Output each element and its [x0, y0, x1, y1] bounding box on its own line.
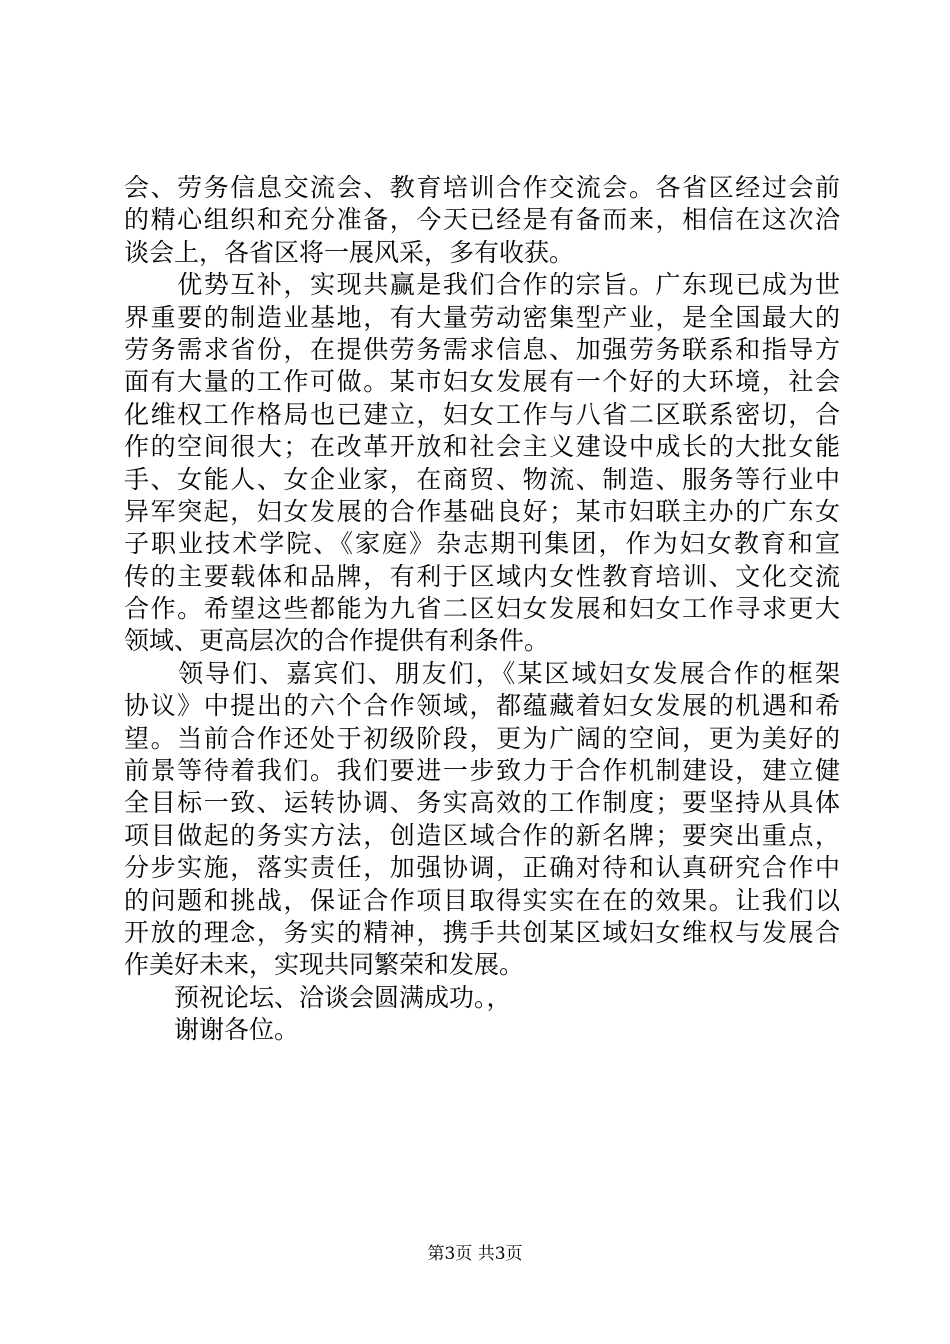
text-line: 优势互补，实现共赢是我们合作的宗旨。广东现已成为世: [124, 270, 840, 300]
text-line: 领域、更高层次的合作提供有利条件。: [124, 626, 550, 656]
text-line: 异军突起，妇女发展的合作基础良好；某市妇联主办的广东女: [124, 496, 840, 526]
page-number-footer: 第3页 共3页: [427, 1244, 523, 1264]
text-line: 领导们、嘉宾们、朋友们，《某区域妇女发展合作的框架: [124, 658, 840, 688]
text-line: 作美好未来，实现共同繁荣和发展。: [124, 950, 525, 980]
text-line: 的精心组织和充分准备，今天已经是有备而来，相信在这次洽: [124, 205, 840, 235]
text-line: 合作。希望这些都能为九省二区妇女发展和妇女工作寻求更大: [124, 594, 840, 624]
text-line: 预祝论坛、洽谈会圆满成功。，: [124, 982, 512, 1012]
text-line: 子职业技术学院、《家庭》杂志期刊集团，作为妇女教育和宣: [124, 529, 840, 559]
text-line: 开放的理念，务实的精神，携手共创某区域妇女维权与发展合: [124, 917, 840, 947]
text-line: 的问题和挑战，保证合作项目取得实实在在的效果。让我们以: [124, 885, 840, 915]
text-line: 望。当前合作还处于初级阶段，更为广阔的空间，更为美好的: [124, 723, 840, 753]
text-line: 面有大量的工作可做。某市妇女发展有一个好的大环境，社会: [124, 367, 840, 397]
text-line: 手、女能人、女企业家，在商贸、物流、制造、服务等行业中: [124, 464, 840, 494]
text-line: 谈会上，各省区将一展风采，多有收获。: [124, 237, 575, 267]
text-line: 会、劳务信息交流会、教育培训合作交流会。各省区经过会前: [124, 173, 840, 202]
text-line: 分步实施，落实责任，加强协调，正确对待和认真研究合作中: [124, 853, 840, 883]
text-line: 界重要的制造业基地，有大量劳动密集型产业，是全国最大的: [124, 302, 840, 332]
text-line: 化维权工作格局也已建立，妇女工作与八省二区联系密切，合: [124, 399, 840, 429]
text-line: 谢谢各位。: [124, 1015, 300, 1045]
text-line: 前景等待着我们。我们要进一步致力于合作机制建设，建立健: [124, 756, 840, 786]
text-line: 项目做起的务实方法，创造区域合作的新名牌；要突出重点，: [124, 820, 840, 850]
text-line: 协议》中提出的六个合作领域，都蕴藏着妇女发展的机遇和希: [124, 691, 840, 721]
text-line: 劳务需求省份，在提供劳务需求信息、加强劳务联系和指导方: [124, 334, 840, 364]
body-text: [124, 172, 840, 1047]
text-line: 传的主要载体和品牌，有利于区域内女性教育培训、文化交流: [124, 561, 840, 591]
text-line: 全目标一致、运转协调、务实高效的工作制度；要坚持从具体: [124, 788, 840, 818]
text-line: 作的空间很大；在改革开放和社会主义建设中成长的大批女能: [124, 432, 840, 462]
